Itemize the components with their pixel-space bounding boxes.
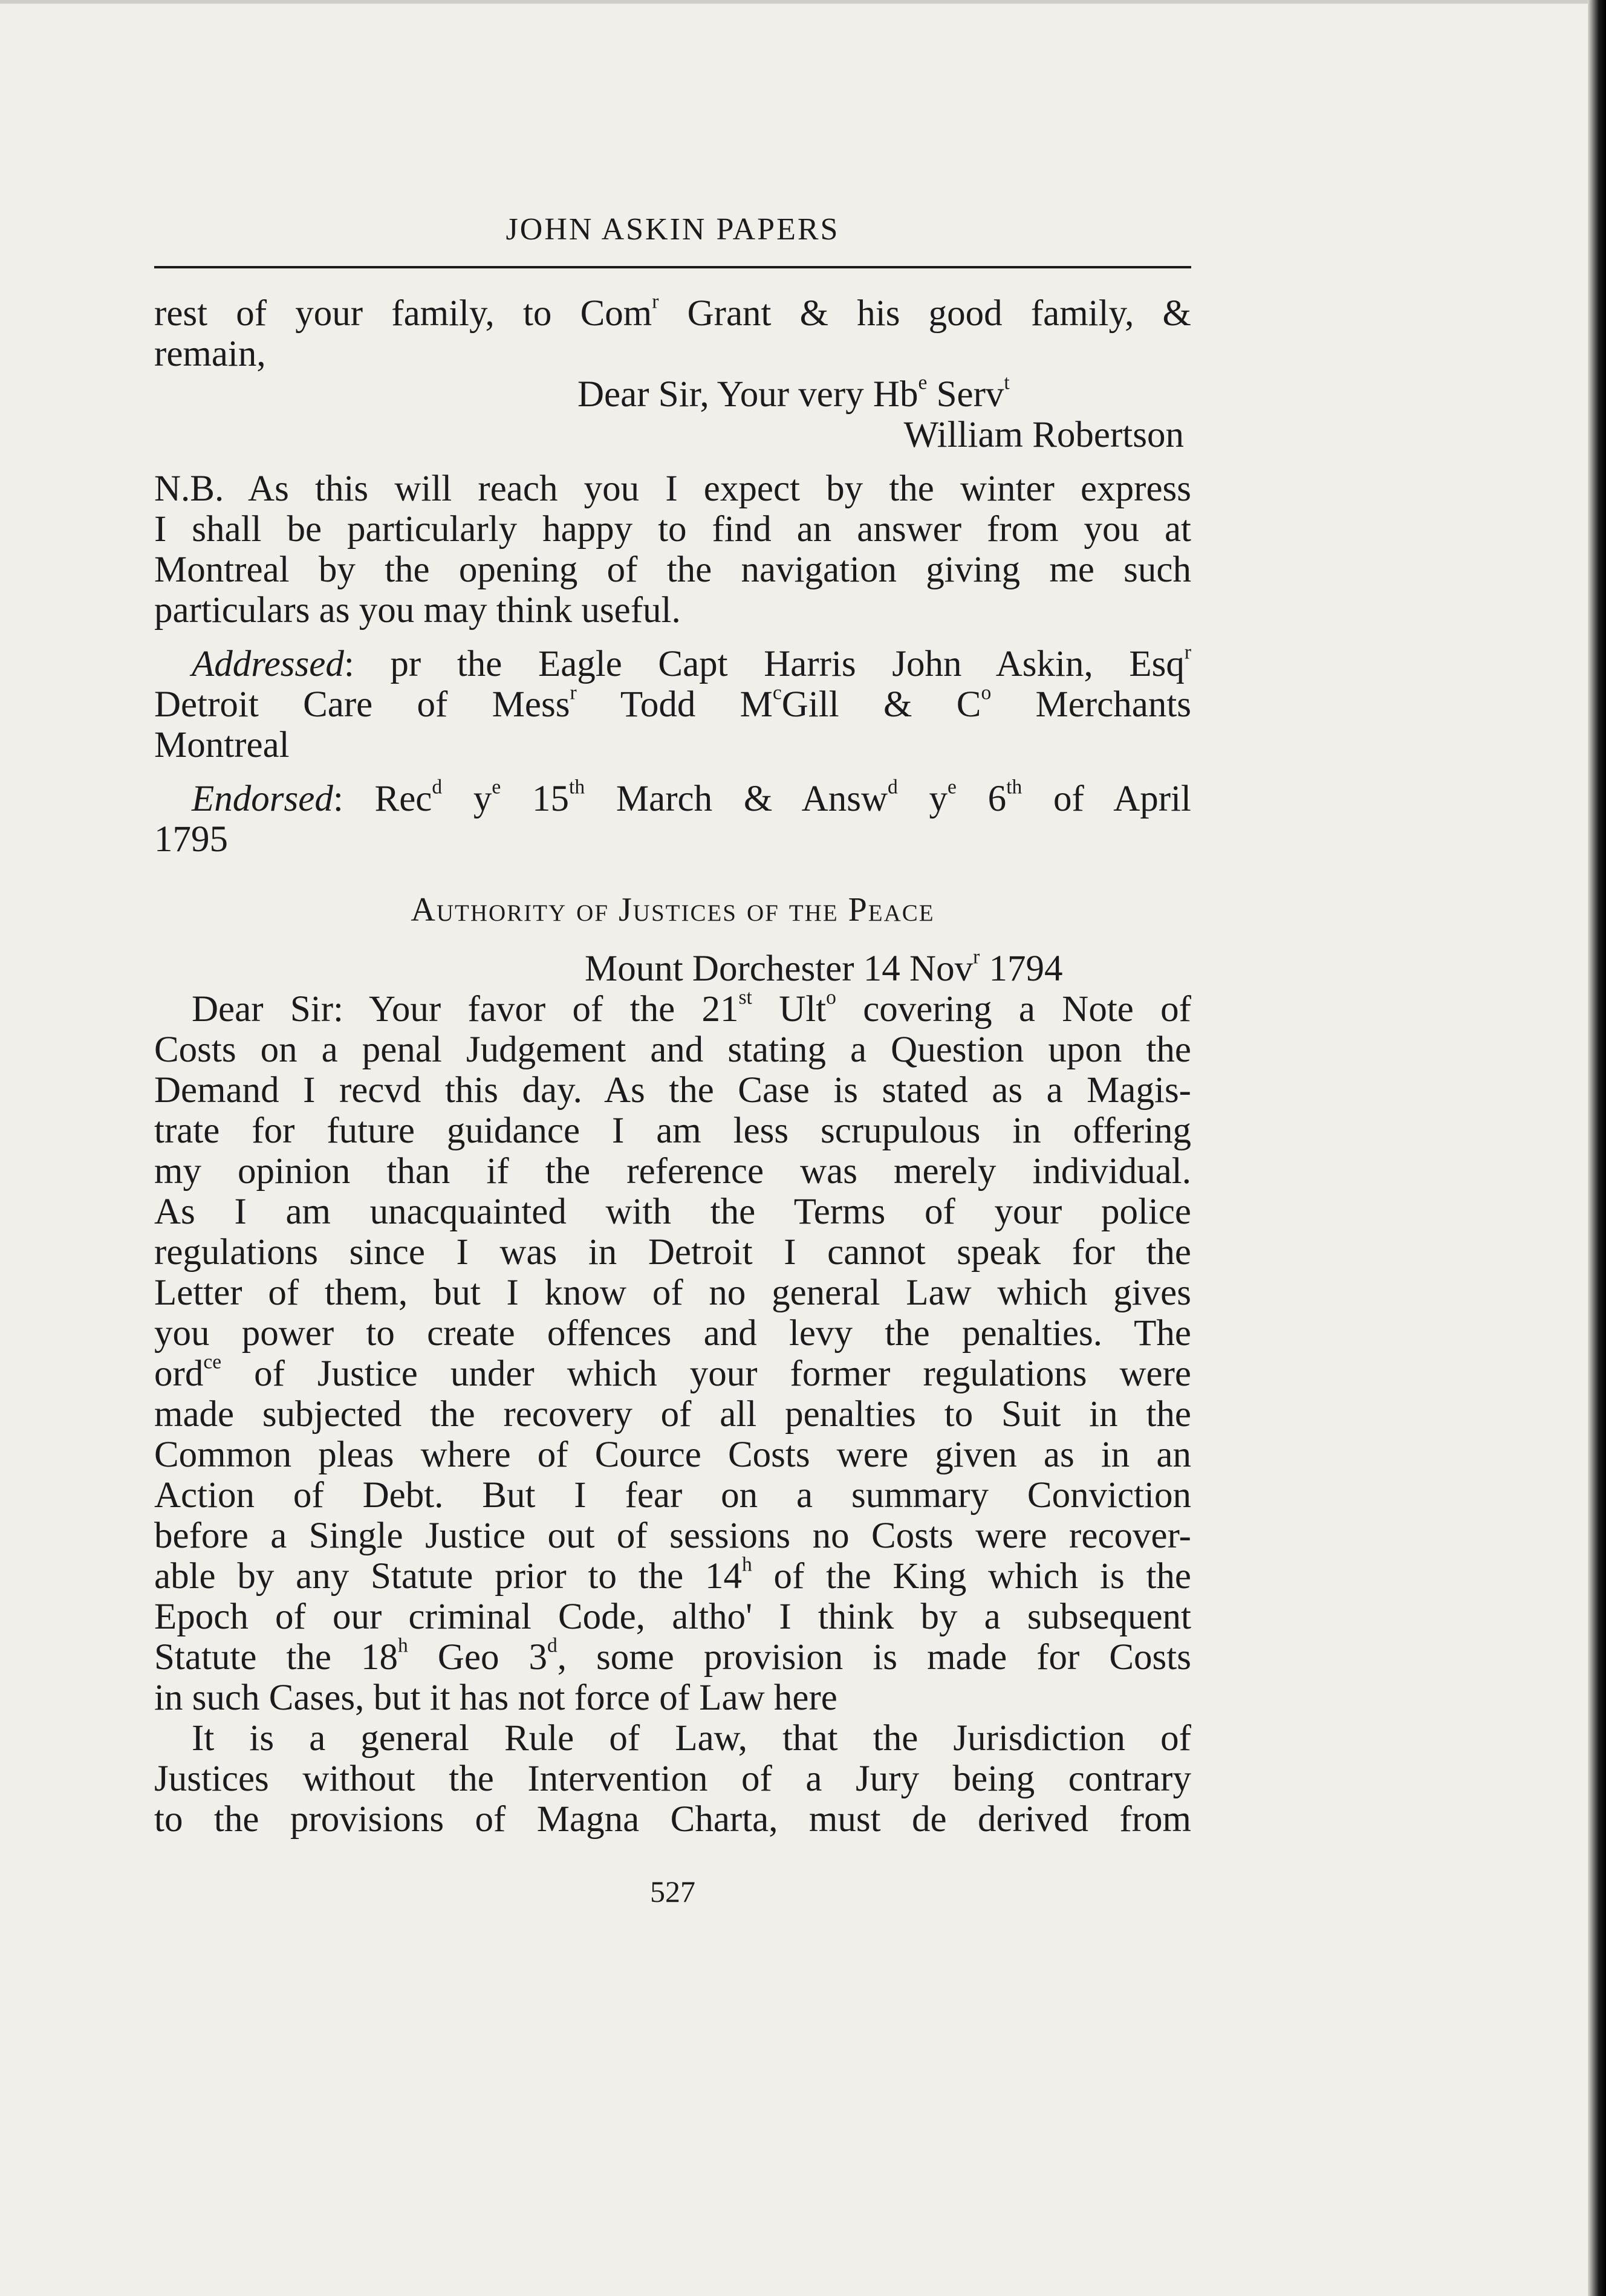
endorsed-line: 1795 [154, 819, 228, 860]
dateline: Mount Dorchester 14 Nov$^r$ 1794 [585, 945, 1063, 989]
text-line: trate for future guidance I am less scrupulous in offering [154, 1111, 1191, 1151]
text-line: in such Cases, but it has not force of Law here [154, 1678, 837, 1718]
text-line: made subjected the recovery of all penalties to Suit in the [154, 1394, 1191, 1435]
text-line: my opinion than if the reference was merely individual. [154, 1151, 1191, 1192]
endorsed-line: Endorsed: Rec$^d$ $y^e$ 15th March & Answ$^d$ $y^e$ 6th of April [192, 776, 1191, 819]
section-title: Authority of Justices of the Peace [411, 891, 935, 929]
text-line: Dear Sir: Your favor of the 21st Ult$^o$ covering a Note of [192, 986, 1191, 1030]
page-body [154, 290, 1192, 1840]
text-line: Costs on a penal Judgement and stating a Question upon the [154, 1030, 1191, 1070]
nb-line: N.B. As this will reach you I expect by the winter express [154, 469, 1191, 509]
page-number: 527 [650, 1875, 695, 1908]
nb-line: Montreal by the opening of the navigation giving me such [154, 550, 1191, 590]
running-head: JOHN ASKIN PAPERS [506, 212, 840, 247]
text-line: Justices without the Intervention of a Jury being contrary [154, 1759, 1191, 1799]
text-line: As I am unacquainted with the Terms of your police [154, 1192, 1191, 1232]
addressed-line: Detroit Care of Mess$^r$ Todd $M^cGill$ & $C^o$ Merchants [154, 681, 1192, 725]
nb-line: I shall be particularly happy to find an answer from you at [154, 509, 1191, 550]
text-line: Epoch of our criminal Code, altho' I think by a subsequent [154, 1597, 1191, 1637]
page-top-edge [0, 0, 1606, 4]
text-line: It is a general Rule of Law, that the Jurisdiction of [192, 1718, 1191, 1759]
text-line: to the provisions of Magna Charta, must de derived from [154, 1799, 1191, 1840]
text-line: able by any Statute prior to the 14$^h$ of the King which is the [154, 1553, 1191, 1597]
text-line: remain, [154, 334, 266, 374]
text-line: Common pleas where of Cource Costs were given as in an [154, 1435, 1191, 1475]
text-line: ord$^{ce}$ of Justice under which your former regulations were [154, 1351, 1191, 1394]
addressed-line: Montreal [154, 725, 290, 765]
header-rule [154, 266, 1191, 268]
text-line: Action of Debt. But I fear on a summary Conviction [154, 1475, 1191, 1516]
text-line: Demand I recvd this day. As the Case is stated as a Magis- [154, 1070, 1191, 1111]
text-line: before a Single Justice out of sessions no Costs were recover- [154, 1516, 1191, 1556]
signature: William Robertson [903, 415, 1184, 455]
text-line: you power to create offences and levy the penalties. The [154, 1313, 1191, 1354]
addressed-line: Addressed: pr the Eagle Capt Harris John Askin, Esq$^r$ [192, 641, 1191, 684]
nb-line: particulars as you may think useful. [154, 590, 681, 631]
salutation: Dear Sir, Your very Hb$^e$ Serv$^t$ [577, 371, 1010, 415]
text-line: Letter of them, but I know of no general Law which gives [154, 1273, 1191, 1313]
page-right-edge [1588, 0, 1606, 2296]
text-line: regulations since I was in Detroit I cannot speak for the [154, 1232, 1191, 1273]
text-line: Statute the 18$^h$ Geo 3$^d$, some provision is made for Costs [154, 1634, 1191, 1678]
text-line: rest of your family, to Com$^r$ Grant & his good family, & [154, 290, 1191, 334]
